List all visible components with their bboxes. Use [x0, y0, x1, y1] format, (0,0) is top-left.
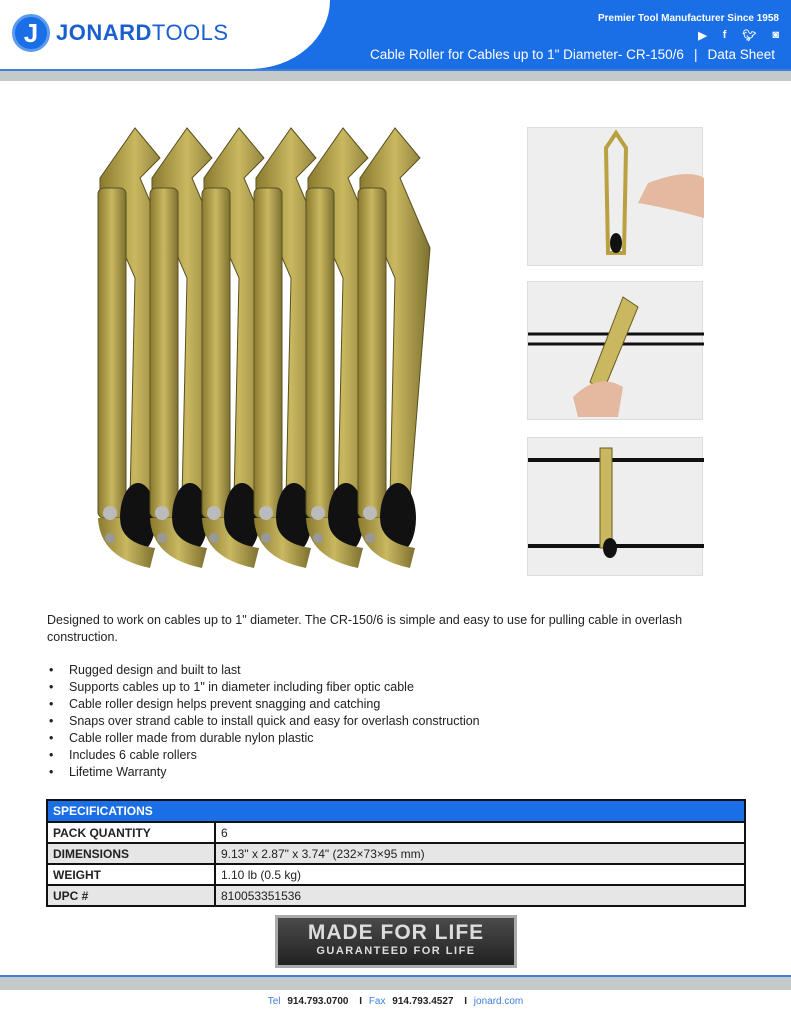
twitter-icon[interactable]: 🐦︎ [742, 30, 757, 42]
specifications-table [46, 799, 746, 907]
social-links [698, 29, 779, 42]
feature-item: • Lifetime Warranty [47, 764, 480, 781]
feature-item: • Snaps over strand cable to install quick and easy for overlash construction [47, 713, 480, 730]
fax-label: Fax [368, 996, 386, 1007]
header-band [0, 69, 791, 81]
feature-item: • Cable roller made from durable nylon plastic [47, 730, 480, 747]
instagram-icon[interactable]: ◙ [772, 29, 779, 41]
spec-value: 810053351536 [215, 885, 745, 906]
feature-item: • Cable roller design helps prevent snagging and catching [47, 696, 480, 713]
spec-value: 9.13" x 2.87" x 3.74" (232×73×95 mm) [215, 843, 745, 864]
spec-label: DIMENSIONS [47, 843, 215, 864]
fax-number: 914.793.4527 [392, 996, 454, 1007]
table-row [47, 843, 745, 864]
brand-bold: JONARD [56, 20, 152, 45]
product-image-cable-rollers [60, 118, 505, 583]
separator: I [464, 996, 468, 1007]
spec-label: PACK QUANTITY [47, 822, 215, 843]
feature-item: • Supports cables up to 1" in diameter including fiber optic cable [47, 679, 480, 696]
tagline: Premier Tool Manufacturer Since 1958 [598, 13, 779, 24]
spec-value: 6 [215, 822, 745, 843]
tel-number: 914.793.0700 [287, 996, 349, 1007]
tel-label: Tel [267, 996, 281, 1007]
website-link[interactable]: jonard.com [473, 996, 524, 1007]
spec-label: UPC # [47, 885, 215, 906]
product-description: Designed to work on cables up to 1" diameter. The CR-150/6 is simple and easy to use for pulling cable in overlash construction. [47, 613, 683, 644]
logo-j-icon: J [12, 14, 50, 52]
table-row [47, 885, 745, 906]
made-for-life-badge [275, 915, 517, 968]
badge-line1: MADE FOR LIFE [307, 921, 485, 944]
spec-label: WEIGHT [47, 864, 215, 885]
specs-heading: SPECIFICATIONS [47, 800, 745, 822]
photo-roller-on-cable [527, 281, 703, 420]
photo-roller-installed [527, 437, 703, 576]
jonard-logo [12, 14, 229, 52]
feature-list [47, 662, 480, 781]
badge-line2: GUARANTEED FOR LIFE [316, 945, 476, 957]
photo-hand-holding-roller [527, 127, 703, 266]
facebook-icon[interactable]: f [722, 29, 727, 41]
table-row [47, 822, 745, 843]
brand-light: TOOLS [151, 20, 229, 45]
feature-item: • Includes 6 cable rollers [47, 747, 480, 764]
youtube-icon[interactable]: ▶ [698, 30, 707, 42]
footer-contact [0, 996, 791, 1007]
document-title: Cable Roller for Cables up to 1" Diameter- CR-150/6 | Data Sheet [370, 47, 775, 62]
separator: I [359, 996, 363, 1007]
table-row [47, 864, 745, 885]
footer-band [0, 975, 791, 990]
feature-item: • Rugged design and built to last [47, 662, 480, 679]
spec-value: 1.10 lb (0.5 kg) [215, 864, 745, 885]
